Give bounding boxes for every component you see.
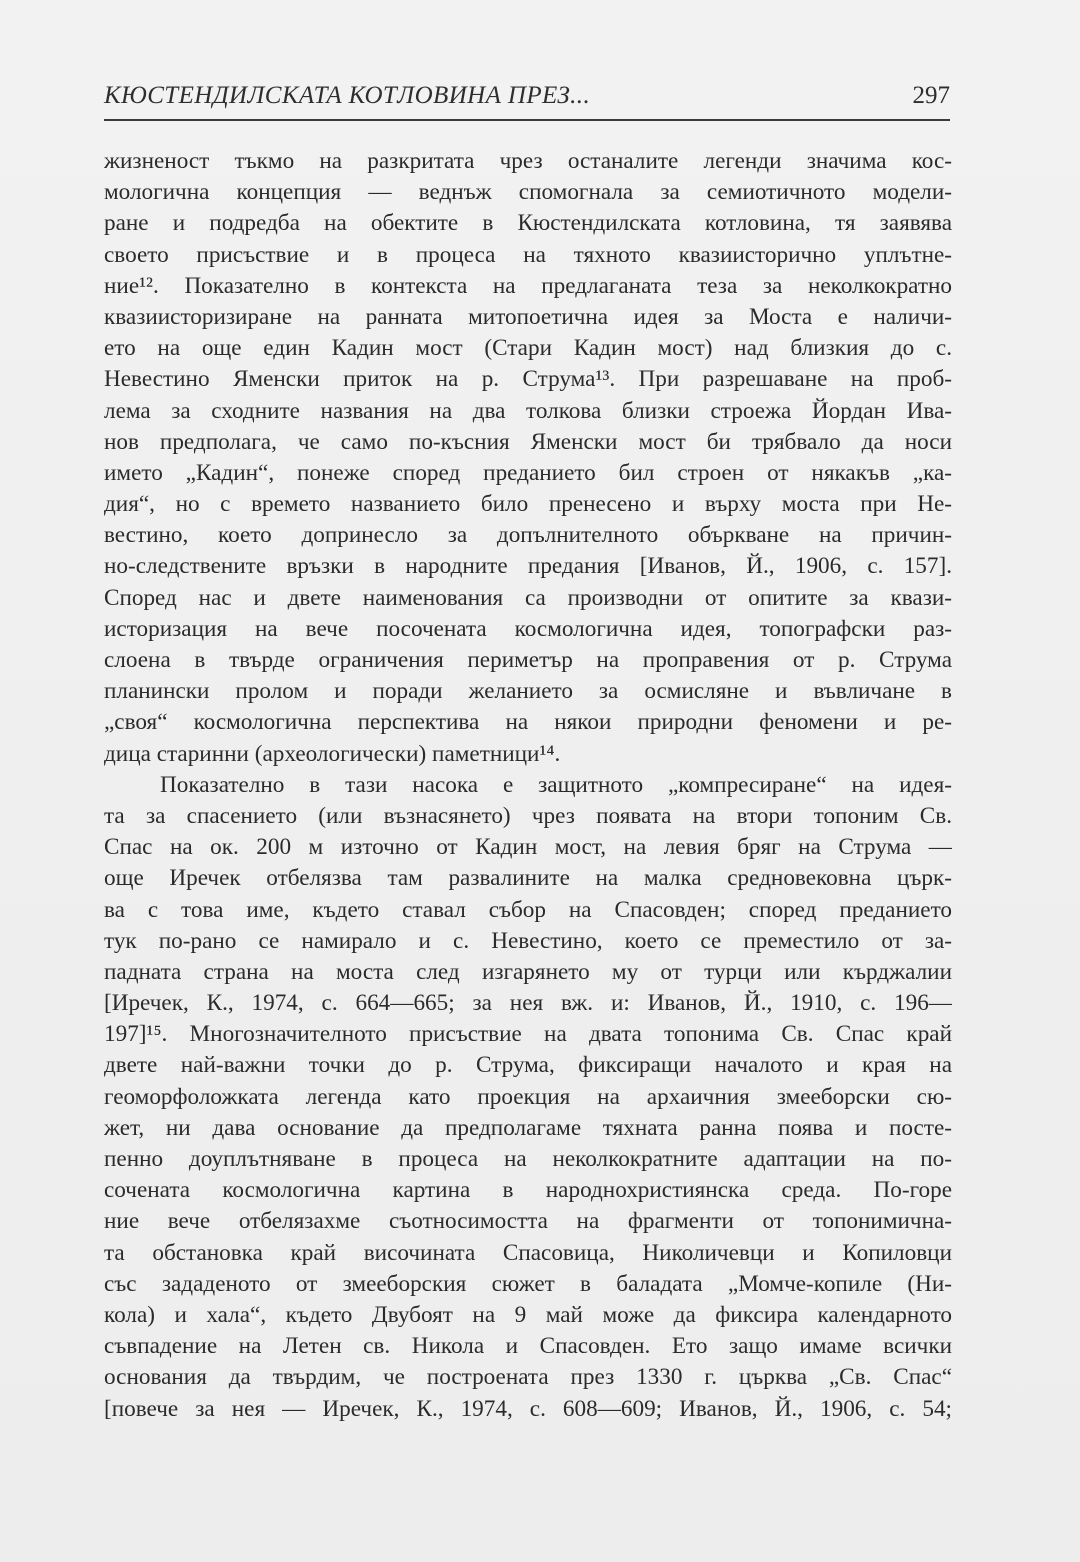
text-line: Невестино Яменски приток на р. Струма¹³. При разрешаване на проб-	[104, 366, 952, 393]
text-line: падната страна на моста след изгарянето му от турци или кърджалии	[104, 958, 952, 985]
running-head	[104, 82, 950, 116]
text-line: та за спасението (или възнасянето) чрез появата на втори топоним Св.	[104, 802, 952, 829]
text-line: жет, ни дава основание да предполагаме тяхната ранна поява и посте-	[104, 1114, 952, 1141]
text-line: нов предполага, че само по-късния Яменски мост би трябвало да носи	[104, 428, 952, 455]
text-line: двете най-важни точки до р. Струма, фиксиращи началото и края на	[104, 1052, 952, 1079]
text-line: дия“, но с времето названието било пренесено и върху моста при Не-	[104, 491, 952, 518]
text-line: мологична концепция — веднъж спомогнала за семиотичното модели-	[104, 179, 952, 206]
text-line: ране и подредба на обектите в Кюстендилската котловина, тя заявява	[104, 210, 952, 237]
text-line: та обстановка край височината Спасовица, Николичевци и Копиловци	[104, 1239, 952, 1266]
text-line: лема за сходните названия на два толкова близки строежа Йордан Ива-	[104, 397, 952, 424]
text-line: жизненост тъкмо на разкритата чрез останалите легенди значима кос-	[104, 148, 952, 174]
text-line: със зададеното от змееборския сюжет в баладата „Момче-копиле (Ни-	[104, 1270, 952, 1297]
text-line: Показателно в тази насока е защитното „компресиране“ на идея-	[160, 771, 952, 798]
text-line: името „Кадин“, понеже според преданието бил строен от някакъв „ка-	[104, 459, 952, 486]
text-line: геоморфоложката легенда като проекция на архаичния змееборски сю-	[104, 1083, 952, 1110]
text-line: историзация на вече посочената космологична идея, топографски раз-	[104, 615, 952, 642]
text-line: но-следствените връзки в народните предания [Иванов, Й., 1906, с. 157].	[104, 553, 952, 580]
text-line: вестино, което допринесло за допълнителното объркване на причин-	[104, 522, 952, 549]
text-line: дица старинни (археологически) паметници¹⁴.	[104, 740, 561, 767]
text-line: 197]¹⁵. Многозначителното присъствие на двата топонима Св. Спас край	[104, 1021, 952, 1048]
text-line: Спас на ок. 200 м източно от Кадин мост, на левия бряг на Струма —	[104, 834, 952, 861]
text-line: сочената космологична картина в народнохристиянска среда. По-горе	[104, 1177, 952, 1204]
text-line: своето присъствие и в процеса на тяхното квазиисторично уплътне-	[104, 241, 952, 268]
text-line: още Иречек отбелязва там развалините на малка средновековна църк-	[104, 865, 952, 892]
running-title: КЮСТЕНДИЛСКАТА КОТЛОВИНА ПРЕЗ...	[104, 82, 591, 109]
text-line: ние вече отбелязахме съотносимостта на фрагменти от топонимична-	[104, 1208, 952, 1235]
text-line: пенно доуплътняване в процеса на неколкократните адаптации на по-	[104, 1146, 952, 1172]
body-text	[104, 146, 952, 1425]
text-line: ние¹². Показателно в контекста на предлаганата теза за неколкократно	[104, 272, 952, 299]
text-line: съвпадение на Летен св. Никола и Спасовден. Ето защо имаме всички	[104, 1333, 952, 1360]
text-line: слоена в твърде ограничения периметър на проправения от р. Струма	[104, 647, 952, 673]
text-line: Според нас и двете наименования са производни от опитите за квази-	[104, 584, 952, 611]
header-rule	[104, 119, 950, 121]
text-line: планински пролом и поради желанието за осмисляне и въвличане в	[104, 678, 952, 705]
text-line: ва с това име, където ставал събор на Спасовден; според преданието	[104, 896, 952, 923]
text-line: [повече за нея — Иречек, К., 1974, с. 608—609; Иванов, Й., 1906, с. 54;	[104, 1395, 952, 1422]
page-number: 297	[912, 82, 950, 109]
text-line: „своя“ космологична перспектива на някои природни феномени и ре-	[104, 709, 952, 736]
text-line: квазиисторизиране на ранната митопоетична идея за Моста е наличи-	[104, 303, 952, 330]
text-line: тук по-рано се намирало и с. Невестино, което се преместило от за-	[104, 927, 952, 954]
text-line: ето на още един Кадин мост (Стари Кадин мост) над близкия до с.	[104, 335, 952, 362]
text-line: кола) и хала“, където Двубоят на 9 май може да фиксира календарното	[104, 1301, 952, 1328]
text-line: [Иречек, К., 1974, с. 664—665; за нея вж. и: Иванов, Й., 1910, с. 196—	[104, 990, 952, 1017]
text-line: основания да твърдим, че построената през 1330 г. църква „Св. Спас“	[104, 1364, 952, 1391]
